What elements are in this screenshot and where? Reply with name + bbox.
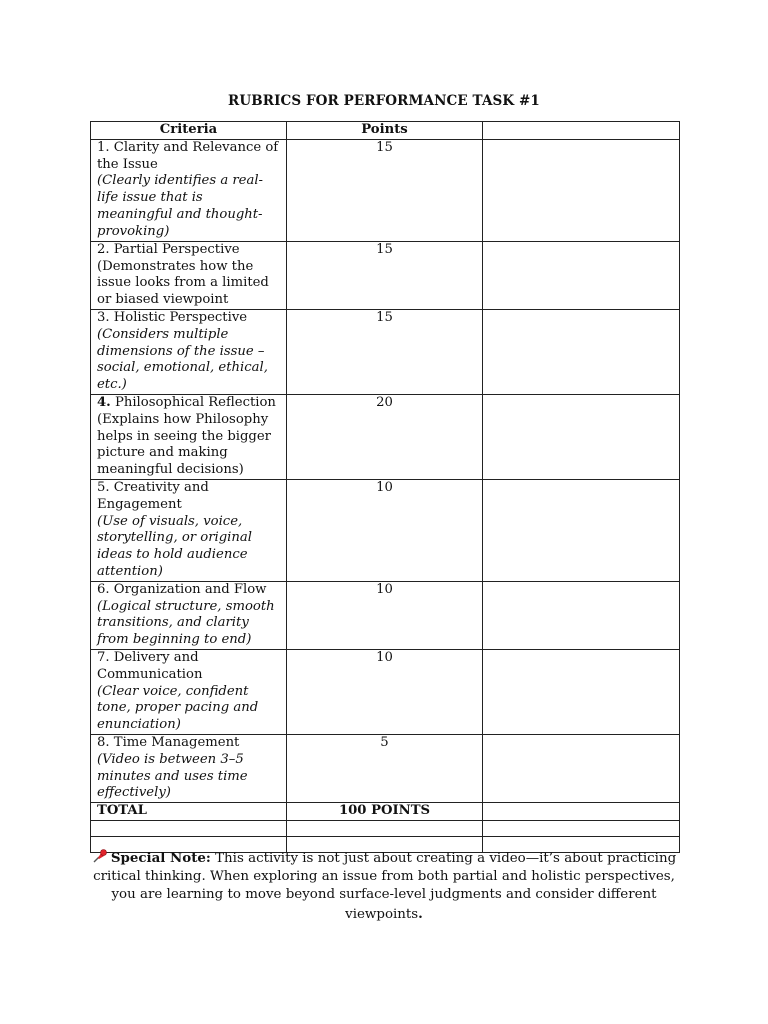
total-points: 100 POINTS [287, 803, 483, 821]
table-row [91, 394, 680, 479]
table-row [91, 649, 680, 734]
criteria-description: (Explains how Philosophy helps in seeing the bigger picture and making meaningful decisions) [97, 411, 271, 478]
criteria-number: 4. [97, 394, 111, 410]
criteria-cell [91, 139, 287, 241]
rubric-table [90, 121, 680, 853]
table-row [91, 139, 680, 241]
criteria-cell [91, 649, 287, 734]
blank-cell [483, 241, 680, 309]
criteria-description: (Demonstrates how the issue looks from a limited or biased viewpoint [97, 258, 269, 308]
points-cell: 5 [287, 734, 483, 802]
table-row [91, 309, 680, 394]
note-text: This activity is not just about creating a video—it’s about practicing critical thinking. When exploring an issue from both partial and holistic perspectives, you are learning to move beyond surface-level judgments and consider different viewpoints [93, 851, 677, 922]
total-label: TOTAL [91, 803, 287, 821]
table-row [91, 734, 680, 802]
header-blank [483, 122, 680, 140]
pushpin-icon [92, 849, 108, 861]
points-cell: 15 [287, 139, 483, 241]
criteria-cell [91, 309, 287, 394]
points-cell: 15 [287, 241, 483, 309]
points-cell: 10 [287, 581, 483, 649]
special-note [88, 849, 680, 924]
criteria-title: 8. Time Management [97, 734, 240, 750]
blank-cell [483, 479, 680, 581]
criteria-description: (Clear voice, confident tone, proper pacing and enunciation) [97, 683, 259, 733]
blank-cell [483, 394, 680, 479]
criteria-title: 6. Organization and Flow [97, 581, 267, 597]
criteria-cell [91, 394, 287, 479]
criteria-title [97, 395, 280, 412]
criteria-title: 5. Creativity and Engagement [97, 479, 209, 512]
blank-cell [483, 820, 680, 836]
criteria-title-text: Philosophical Reflection [110, 394, 276, 410]
header-points: Points [287, 122, 483, 140]
table-row [91, 241, 680, 309]
table-row [91, 581, 680, 649]
criteria-title: 3. Holistic Perspective [97, 309, 248, 325]
page-title: RUBRICS FOR PERFORMANCE TASK #1 [228, 93, 540, 109]
criteria-cell [91, 241, 287, 309]
pin-head [100, 850, 106, 856]
criteria-cell [91, 581, 287, 649]
criteria-description: (Video is between 3–5 minutes and uses time effectively) [97, 751, 248, 801]
points-cell: 20 [287, 394, 483, 479]
points-cell: 10 [287, 479, 483, 581]
blank-cell [483, 581, 680, 649]
criteria-description: (Logical structure, smooth transitions, and clarity from beginning to end) [97, 598, 275, 648]
blank-cell [91, 820, 287, 836]
blank-cell [287, 820, 483, 836]
total-row [91, 803, 680, 821]
criteria-cell [91, 479, 287, 581]
criteria-title: 1. Clarity and Relevance of the Issue [97, 139, 279, 172]
table-row [91, 479, 680, 581]
points-cell: 15 [287, 309, 483, 394]
blank-cell [483, 309, 680, 394]
note-label: Special Note: [110, 850, 211, 866]
criteria-title: 7. Delivery and Communication [97, 649, 203, 682]
points-cell: 10 [287, 649, 483, 734]
table-header-row [91, 122, 680, 140]
criteria-title: 2. Partial Perspective [97, 241, 240, 257]
criteria-description: (Use of visuals, voice, storytelling, or original ideas to hold audience attention) [97, 513, 252, 579]
criteria-description: (Clearly identifies a real-life issue that is meaningful and thought-provoking) [97, 173, 264, 239]
empty-row [91, 820, 680, 836]
blank-cell [483, 139, 680, 241]
header-criteria: Criteria [91, 122, 287, 140]
note-end: . [418, 905, 423, 922]
criteria-description: (Considers multiple dimensions of the issue – social, emotional, ethical, etc.) [97, 326, 268, 393]
blank-cell [483, 734, 680, 802]
blank-cell [483, 803, 680, 821]
blank-cell [483, 649, 680, 734]
criteria-cell [91, 734, 287, 802]
